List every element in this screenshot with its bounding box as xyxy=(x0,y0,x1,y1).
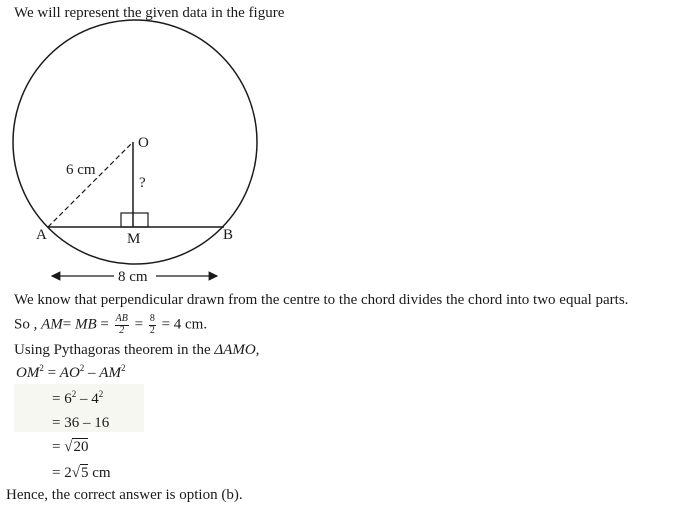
intro-text: We will represent the given data in the figure xyxy=(14,5,285,21)
pythagoras-line: Using Pythagoras theorem in the ΔAMO, xyxy=(14,342,260,358)
result-text: = 4 cm. xyxy=(161,316,208,333)
step-3: = 36 – 16 xyxy=(52,415,110,431)
label-b: B xyxy=(223,227,234,243)
eq-sign: = xyxy=(100,316,109,333)
eq-sign: = xyxy=(134,316,144,333)
step-2: = $6^2 - 4^2$ xyxy=(52,389,104,407)
label-a: A xyxy=(36,227,47,243)
fraction-8-2: $\frac{8}{2}$ xyxy=(149,313,155,336)
label-unknown: ? xyxy=(139,175,146,191)
label-chord: 8 cm xyxy=(118,269,148,285)
radius-ao xyxy=(48,142,133,227)
so-line xyxy=(14,314,207,336)
so-word: So , xyxy=(14,316,38,333)
step-1: $OM^2 = AO^2 - AM^2$ xyxy=(16,363,126,381)
label-m: M xyxy=(127,231,141,247)
label-radius: 6 cm xyxy=(66,162,96,178)
step-5: = 2√5 cm xyxy=(52,465,111,481)
right-angle-mark xyxy=(121,213,148,227)
conclusion-text: Hence, the correct answer is option (b). xyxy=(6,487,243,503)
eq-sign: = xyxy=(62,316,72,333)
mb-term: MB xyxy=(74,316,97,333)
step-4: = √20 xyxy=(52,439,89,455)
fraction-ab-2: $\frac{AB}{2}$ xyxy=(115,313,128,336)
triangle-amo: ΔAMO, xyxy=(214,342,260,358)
explanation-text: We know that perpendicular drawn from the centre to the chord divides the chord into two equal parts. xyxy=(14,292,629,308)
label-o: O xyxy=(138,135,149,151)
am-term: AM xyxy=(41,316,63,333)
